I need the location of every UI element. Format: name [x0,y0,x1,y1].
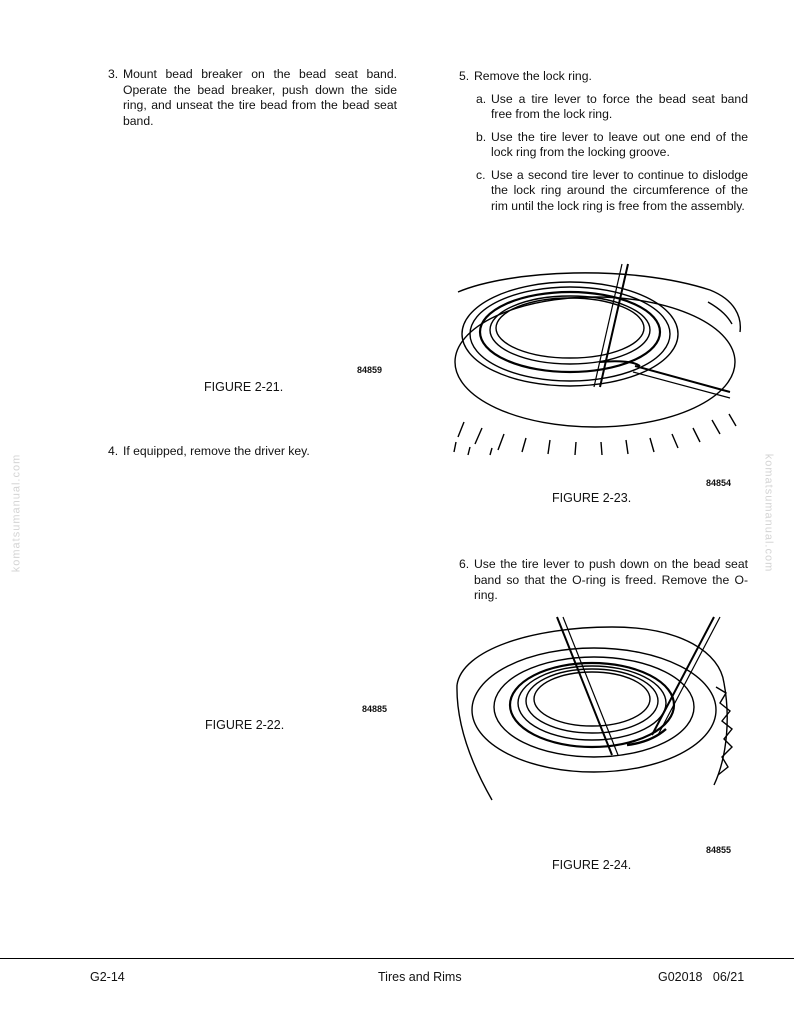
figure-22-caption: FIGURE 2-22. [205,718,285,732]
figure-23-id: 84854 [706,478,732,488]
step-4 [108,444,397,460]
step-5b [476,130,748,161]
step-5a [476,92,748,123]
step-5 [459,69,748,214]
figure-22-id: 84885 [362,704,388,714]
step-6-text: Use the tire lever to push down on the bead seat band so that the O-ring is freed. Remove the O-ring. [474,557,748,602]
step-5a-text: Use a tire lever to force the bead seat band free from the lock ring. [491,91,748,121]
step-5-number: 5. [459,69,470,83]
step-4-text: If equipped, remove the driver key. [123,444,310,458]
watermark-left: komatsumanual.com [10,453,23,573]
step-5b-text: Use the tire lever to leave out one end of the lock ring from the locking groove. [491,129,748,159]
step-5c-letter: c. [476,167,486,182]
step-6-number: 6. [459,557,470,571]
watermark-right: komatsumanual.com [762,453,775,573]
figure-24-caption: FIGURE 2-24. [552,858,632,872]
step-5a-letter: a. [476,91,487,106]
step-5-text: Remove the lock ring. [474,69,592,83]
footer-rule [0,958,794,959]
step-4-number: 4. [108,444,119,458]
step-3-number: 3. [108,67,119,81]
footer-doc-code: G02018 06/21 [658,970,745,984]
step-5b-letter: b. [476,129,487,144]
step-5c [476,168,748,215]
step-3-text: Mount bead breaker on the bead seat band. Operate the bead breaker, push down the side ring, and unseat the tire bead from the bead seat band. [123,67,397,128]
figure-24-id: 84855 [706,845,732,855]
figure-21-id: 84859 [357,365,383,375]
step-5c-text: Use a second tire lever to continue to dislodge the lock ring around the circumference of the rim until the lock ring is free from the assembly. [491,167,748,213]
step-3 [108,67,397,129]
figure-24-illustration [452,615,742,805]
step-6 [459,557,748,604]
footer-section-title: Tires and Rims [378,970,462,984]
figure-23-illustration [450,262,750,457]
footer-page-number: G2-14 [90,970,125,984]
figure-23-caption: FIGURE 2-23. [552,491,632,505]
figure-21-caption: FIGURE 2-21. [204,380,284,394]
